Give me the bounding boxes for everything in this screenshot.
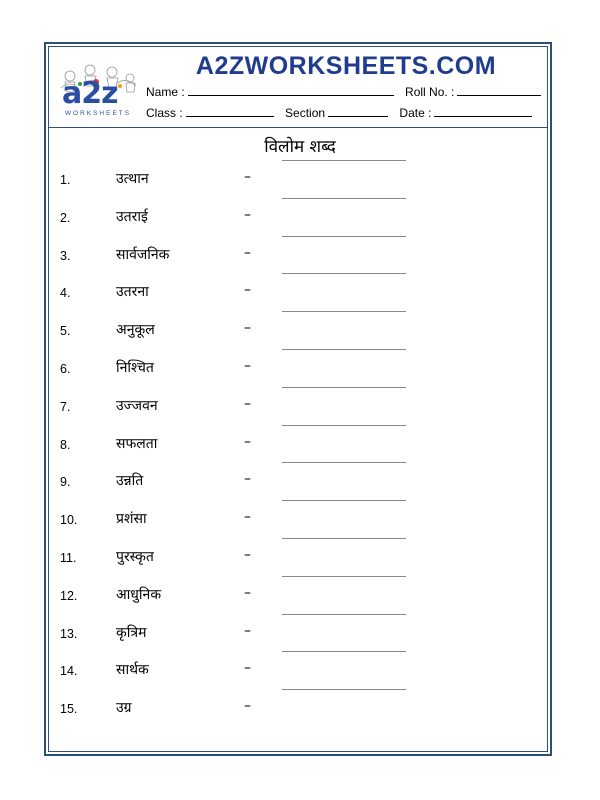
dash-separator: – — [244, 282, 251, 299]
answer-blank[interactable] — [282, 387, 406, 388]
question-number: 6. — [60, 362, 71, 376]
answer-blank[interactable] — [282, 160, 406, 161]
answer-blank[interactable] — [282, 538, 406, 539]
answer-blank[interactable] — [282, 462, 406, 463]
dash-separator: – — [244, 433, 251, 450]
answer-blank[interactable] — [282, 273, 406, 274]
question-word: उतरना — [116, 284, 149, 301]
question-word: सार्वजनिक — [116, 246, 170, 263]
dash-separator: – — [244, 206, 251, 223]
question-number: 15. — [60, 702, 78, 717]
class-field[interactable] — [186, 105, 274, 117]
dash-separator: – — [244, 320, 251, 337]
roll-field[interactable] — [457, 84, 541, 96]
answer-blank[interactable] — [282, 576, 406, 577]
dash-separator: – — [244, 547, 251, 563]
question-number: 3. — [60, 248, 71, 263]
date-field[interactable] — [434, 105, 532, 117]
question-number: 5. — [60, 324, 71, 339]
question-number: 4. — [60, 286, 71, 301]
dash-separator: – — [244, 244, 251, 261]
header-row-2 — [146, 105, 540, 120]
question-word: उत्थान — [116, 171, 149, 187]
question-word: उन्नति — [116, 473, 144, 490]
dash-separator: – — [244, 358, 251, 374]
answer-blank[interactable] — [282, 425, 406, 426]
name-label: Name : — [146, 85, 185, 99]
question-number: 8. — [60, 437, 71, 452]
question-word: उज्जवन — [116, 397, 158, 414]
worksheet-title: विलोम शब्द — [264, 137, 336, 157]
class-label: Class : — [146, 106, 183, 120]
answer-blank[interactable] — [282, 236, 406, 237]
site-title: A2ZWORKSHEETS.COM — [195, 52, 497, 80]
name-field[interactable] — [188, 84, 394, 96]
answer-blank[interactable] — [282, 349, 406, 350]
roll-label: Roll No. : — [405, 85, 455, 99]
answer-blank[interactable] — [282, 311, 406, 312]
answer-blank[interactable] — [282, 689, 406, 690]
question-word: निश्चित — [116, 360, 154, 376]
question-word: सफलता — [116, 435, 158, 452]
a2z-logo — [56, 62, 140, 120]
question-number: 12. — [60, 588, 78, 603]
dash-separator: – — [244, 169, 251, 185]
question-word: उग्र — [116, 700, 132, 717]
question-number: 13. — [60, 626, 78, 641]
question-number: 10. — [60, 513, 78, 528]
date-label: Date : — [399, 106, 432, 120]
dash-separator: – — [244, 698, 251, 715]
answer-blank[interactable] — [282, 614, 406, 615]
dash-separator: – — [244, 471, 251, 488]
question-word: अनुकूल — [116, 322, 155, 339]
logo-wordmark: a2z — [62, 76, 118, 111]
answer-blank[interactable] — [282, 198, 406, 199]
question-number: 9. — [60, 475, 71, 490]
logo-subtext: WORKSHEETS — [64, 110, 132, 117]
question-word: आधुनिक — [116, 586, 162, 603]
question-number: 14. — [60, 664, 78, 679]
answer-blank[interactable] — [282, 500, 406, 501]
question-item — [0, 698, 600, 732]
dash-separator: – — [244, 660, 251, 677]
section-label: Section — [285, 106, 326, 120]
header-divider — [48, 127, 548, 128]
header-row-1 — [146, 84, 549, 99]
question-word: सार्थक — [116, 662, 149, 679]
question-number: 7. — [60, 399, 71, 414]
question-word: प्रशंसा — [116, 511, 147, 528]
question-word: कृत्रिम — [116, 624, 147, 641]
question-number: 11. — [60, 551, 77, 565]
question-word: पुरस्कृत — [116, 549, 154, 565]
dash-separator: – — [244, 395, 251, 412]
section-field[interactable] — [328, 105, 388, 117]
dash-separator: – — [244, 622, 251, 639]
answer-blank[interactable] — [282, 651, 406, 652]
question-word: उतराई — [116, 208, 148, 225]
question-number: 1. — [60, 173, 71, 187]
question-number: 2. — [60, 210, 71, 225]
dash-separator: – — [244, 509, 251, 526]
dash-separator: – — [244, 584, 251, 601]
